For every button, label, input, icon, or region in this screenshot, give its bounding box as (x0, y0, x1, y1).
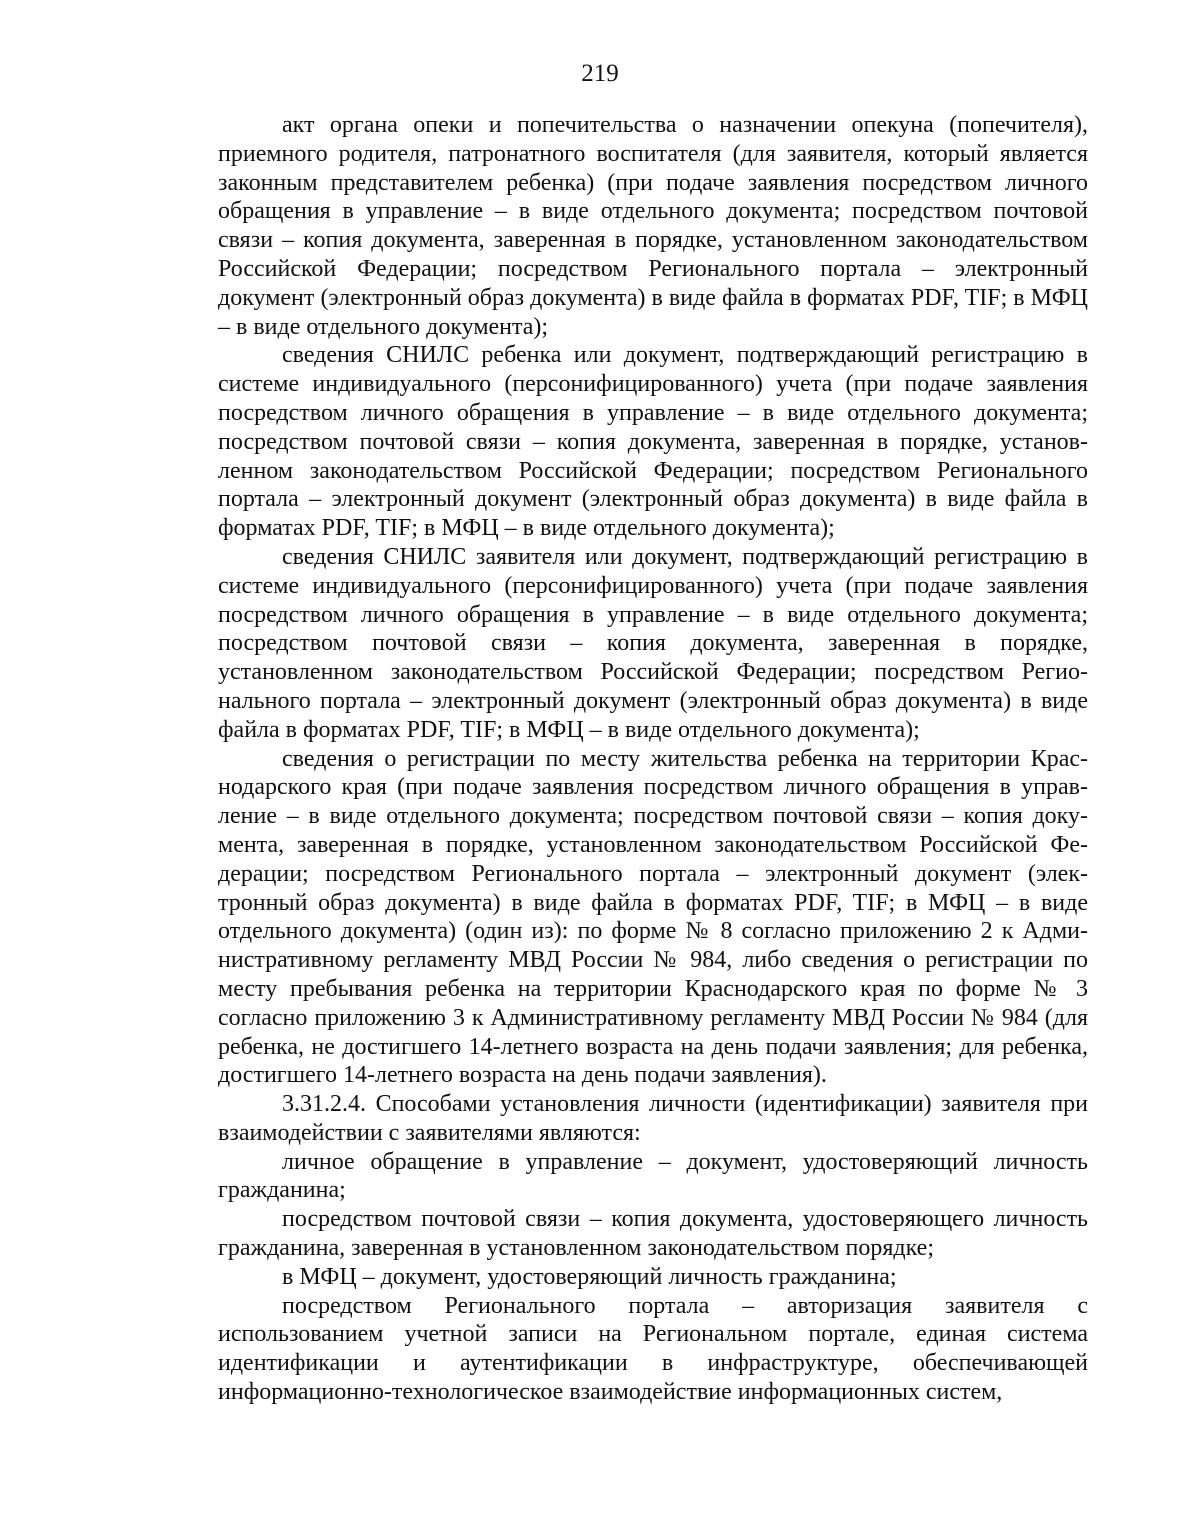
paragraph-guardianship-act: акт органа опеки и попечительства о назначении опекуна (попечителя), приемного родителя, патронатного воспитателя (для заявителя, который является законным представителем ребенка) (при подаче заявления посредством личного обращения в управление – в виде отдельного документа; посредством почтовой связи – копия документа, заверенная в порядке, установленном законодательством Российской Федерации; посредством Регионального портала – электронный документ (электронный образ документа) в виде файла в форматах PDF, TIF; в МФЦ – в виде отдельного документа); (218, 112, 1088, 340)
paragraph-snils-child: сведения СНИЛС ребенка или документ, подтверждающий регистрацию в системе индивидуального (персонифицированного) учета (при подаче заявления посредством личного обращения в управление – в виде отдельного документа; посредством почтовой связи – копия документа, заверенная в порядке, установленном законодательством Российской Федерации; посредством Регионального портала – электронный документ (электронный образ документа) в виде файла в форматах PDF, TIF; в МФЦ – в виде отдельного документа); (218, 342, 1088, 542)
paragraph-personal-visit: личное обращение в управление – документ, удостоверяющий личность гражданина; (218, 1148, 1088, 1204)
paragraph-snils-applicant: сведения СНИЛС заявителя или документ, подтверждающий регистрацию в системе индивидуального (персонифицированного) учета (при подаче заявления посредством личного обращения в управление – в виде отдельного документа; посредством почтовой связи – копия документа, заверенная в порядке, установленном законодательством Российской Федерации; посредством Регионального портала – электронный документ (электронный образ документа) в виде файла в форматах PDF, TIF; в МФЦ – в виде отдельного документа); (218, 543, 1088, 743)
paragraph-mfc: в МФЦ – документ, удостоверяющий личность гражданина; (282, 1263, 897, 1290)
paragraph-residence-registration: сведения о регистрации по месту жительства ребенка на территории Краснодарского края (при подаче заявления посредством личного обращения в управление – в виде отдельного документа; посредством почтовой связи – копия документа, заверенная в порядке, установленном законодательством Российской Федерации; посредством Регионального портала – электронный документ (электронный образ документа) в виде файла в форматах PDF, TIF; в МФЦ – в виде отдельного документа) (один из): по форме № 8 согласно приложению 2 к Административному регламенту МВД России № 984, либо сведения о регистрации по месту пребывания ребенка на территории Краснодарского края по форме № 3 согласно приложению 3 к Административному регламенту МВД России № 984 (для ребенка, не достигшего 14-летнего возраста на день подачи заявления; для ребенка, достигшего 14-летнего возраста на день подачи заявления). (218, 745, 1088, 1089)
page-number: 219 (581, 60, 619, 87)
document-body (218, 111, 1088, 1407)
paragraph-identification-methods: 3.31.2.4. Способами установления личности (идентификации) заявителя при взаимодействии с заявителями являются: (218, 1091, 1088, 1146)
paragraph-regional-portal: посредством Регионального портала – авторизация заявителя с использованием учетной записи на Региональном портале, единая система идентификации и аутентификации в инфраструктуре, обеспечивающей информационно-технологическое взаимодействие информационных систем, (218, 1292, 1088, 1406)
paragraph-postal: посредством почтовой связи – копия документа, удостоверяющего личность гражданина, заверенная в установленном законодательством порядке; (218, 1206, 1088, 1262)
